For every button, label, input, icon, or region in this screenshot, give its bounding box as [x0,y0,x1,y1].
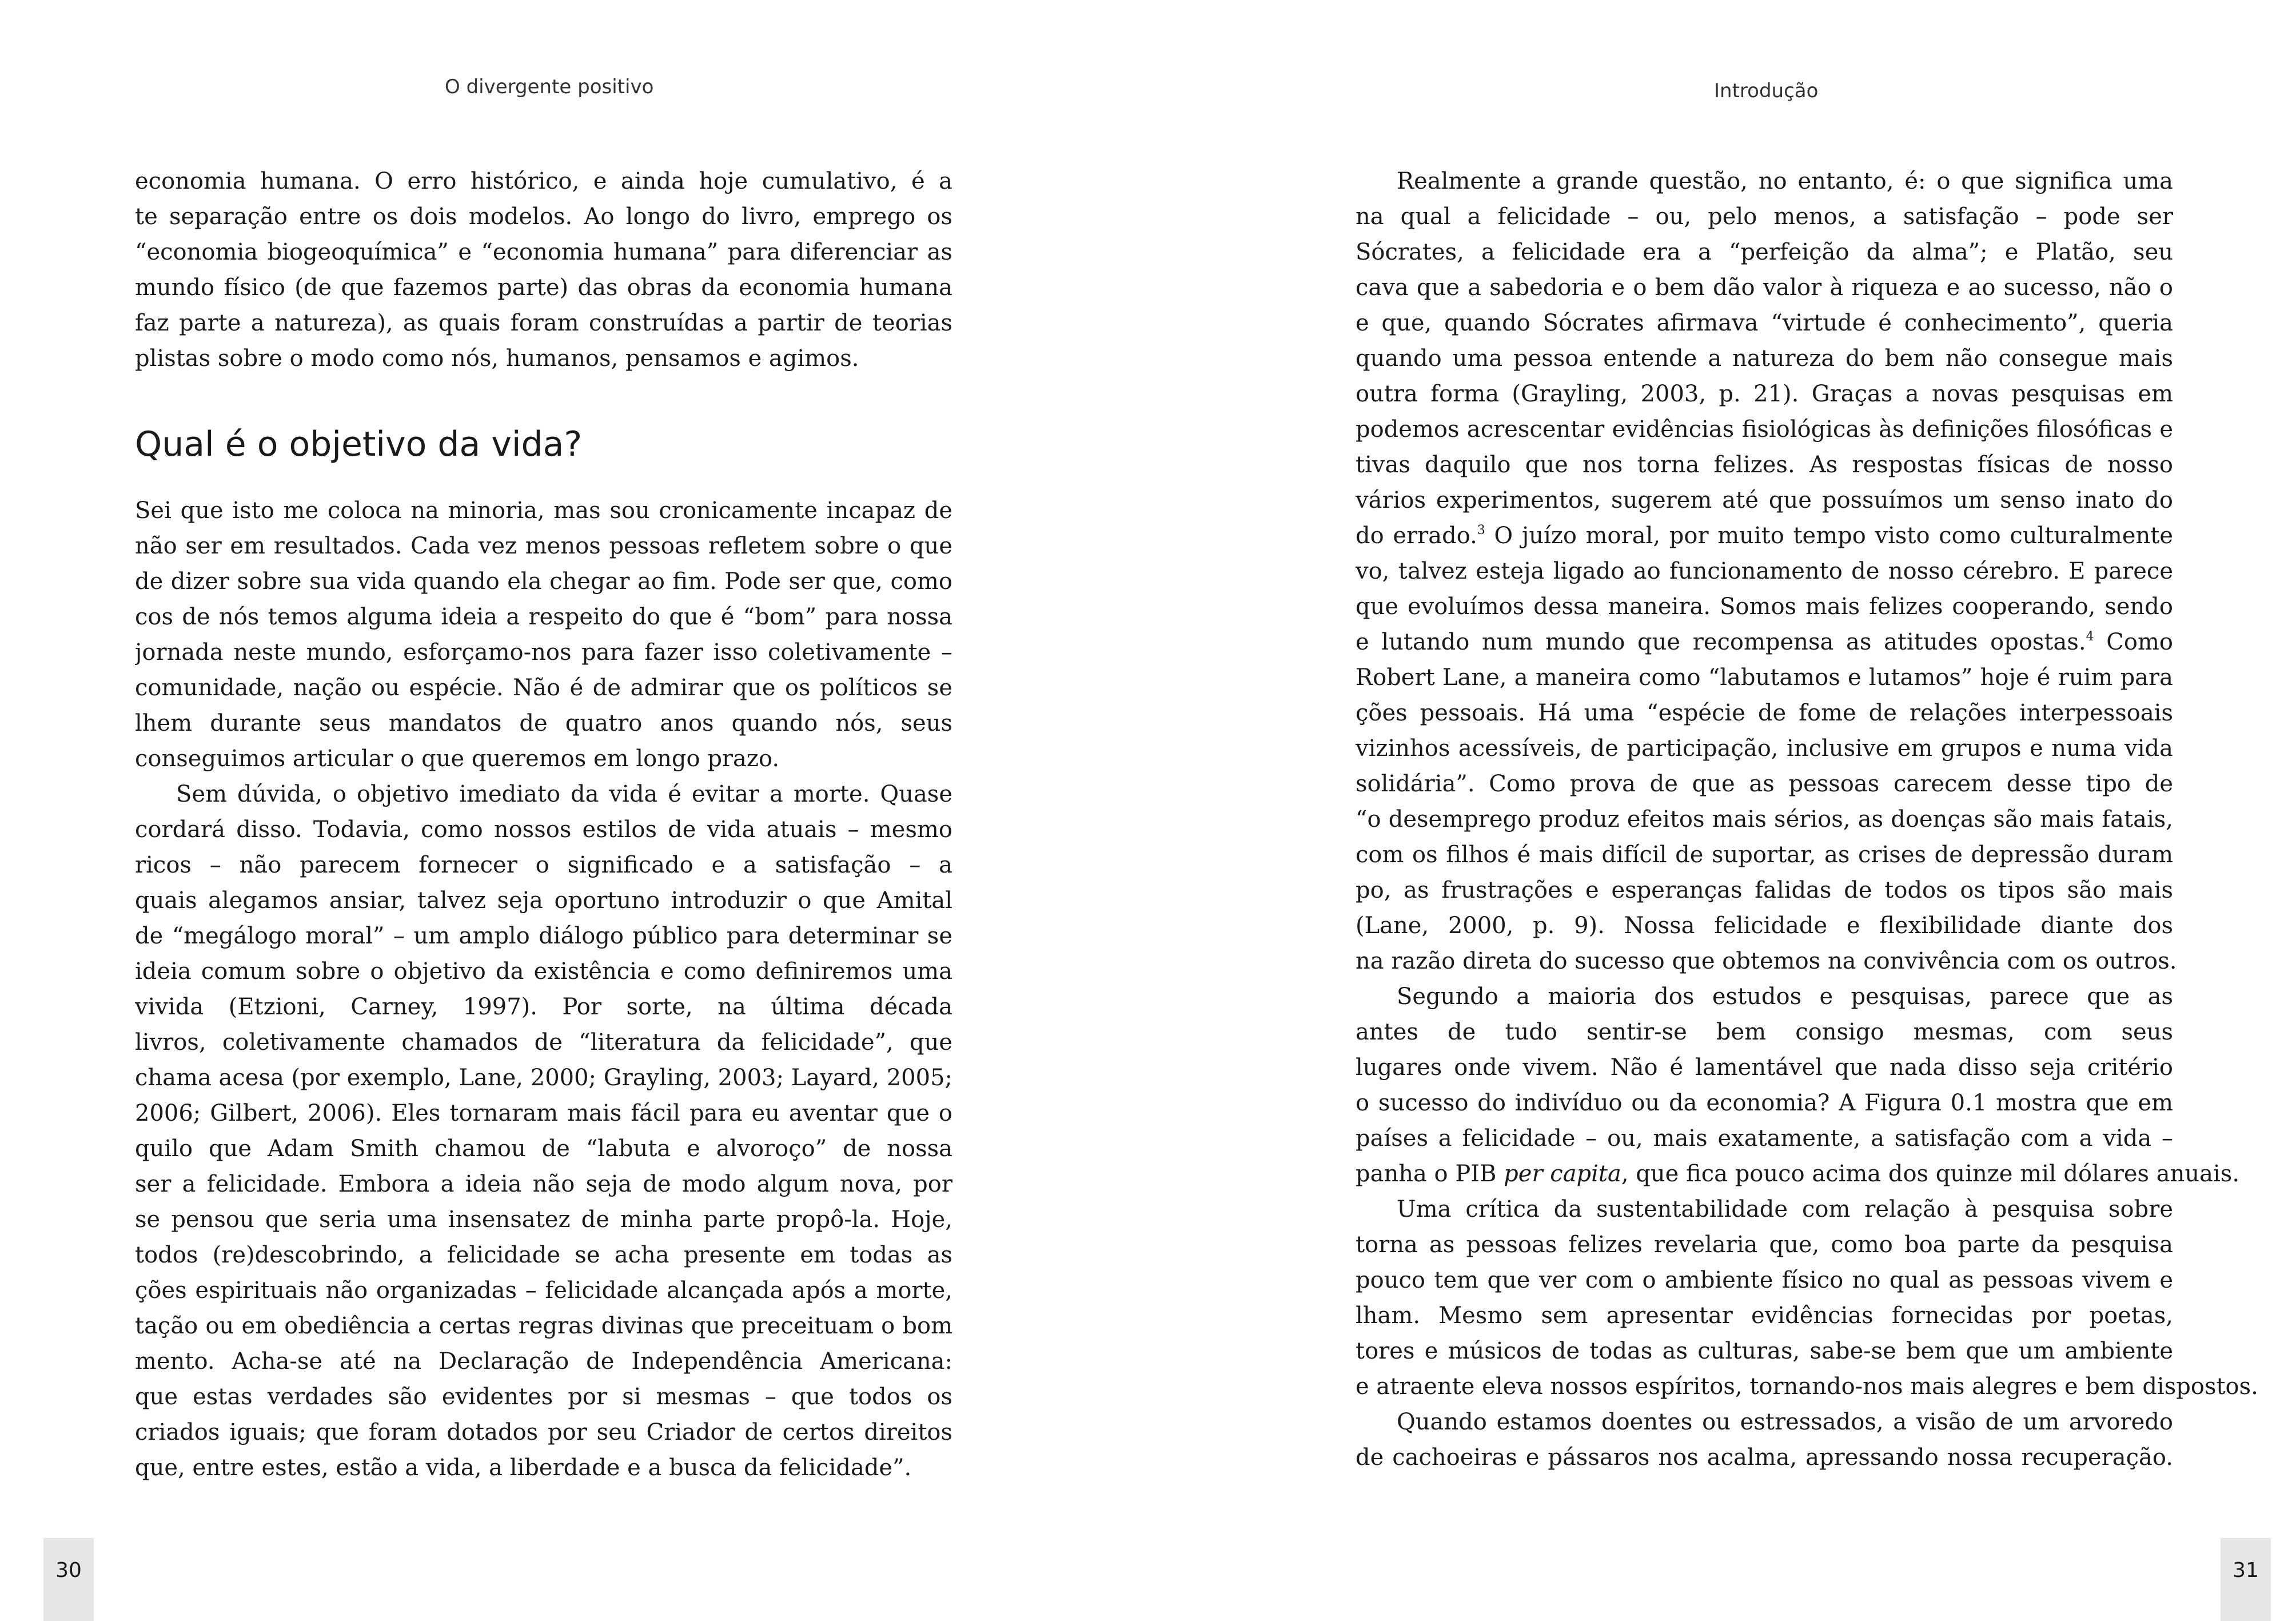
text-line: Sócrates, a felicidade era a “perfeição da alma”; e Platão, seu [1356,239,2173,265]
text-line: tivas daquilo que nos torna felizes. As respostas físicas de nosso [1356,452,2173,478]
text-line: de cachoeiras e pássaros nos acalma, apressando nossa recuperação. [1356,1444,2173,1471]
text-line: de “megálogo moral” – um amplo diálogo público para determinar se [135,923,952,949]
text-line: livros, coletivamente chamados de “literatura da felicidade”, que [135,1029,952,1056]
text-line: mento. Acha-se até na Declaração de Independência Americana: [135,1348,952,1375]
text-line: Sem dúvida, o objetivo imediato da vida é evitar a morte. Quase [176,781,952,807]
right-main-paragraphs [1356,164,2258,1475]
text-line: se pensou que seria uma insensatez de minha parte propô-la. Hoje, [135,1206,952,1233]
text-line: Quando estamos doentes ou estressados, a visão de um arvoredo [1397,1409,2173,1435]
text-line: solidária”. Como prova de que as pessoas carecem desse tipo de [1356,771,2173,797]
text-line: economia humana. O erro histórico, e ainda hoje cumulativo, é a [135,168,952,194]
text-fragment: do errado. [1356,523,1477,549]
text-line: lham. Mesmo sem apresentar evidências fornecidas por poetas, [1356,1303,2173,1329]
footnote-marker: 4 [2086,630,2094,644]
text-line: que estas verdades são evidentes por si mesmas – que todos os [135,1384,952,1410]
text-line: com os filhos é mais difícil de suportar, as crises de depressão duram [1356,842,2173,868]
text-line: ções pessoais. Há uma “espécie de fome de relações interpessoais [1356,700,2173,726]
text-fragment: , que fica pouco acima dos quinze mil dólares anuais. [1621,1161,2240,1187]
text-fragment: e lutando num mundo que recompensa as atitudes opostas. [1356,629,2086,655]
text-line-with-footnote [1356,624,2173,660]
text-line: chama acesa (por exemplo, Lane, 2000; Grayling, 2003; Layard, 2005; [135,1065,952,1091]
text-line: Realmente a grande questão, no entanto, é: o que significa uma [1397,168,2173,194]
left-intro-paragraph [135,164,952,376]
text-line: na razão direta do sucesso que obtemos na convivência com os outros. [1356,948,2177,974]
text-fragment: O juízo moral, por muito tempo visto como culturalmente [1494,523,2173,549]
footnote-marker: 3 [1477,523,1485,537]
running-head-left: O divergente positivo [445,75,654,98]
text-line: que evoluímos dessa maneira. Somos mais felizes cooperando, sendo [1356,594,2173,620]
text-line: e que, quando Sócrates afirmava “virtude é conhecimento”, queria [1356,310,2173,336]
text-line: o sucesso do indivíduo ou da economia? A Figura 0.1 mostra que em [1356,1090,2173,1116]
text-line: ções espirituais não organizadas – felicidade alcançada após a morte, [135,1277,952,1304]
text-line: na qual a felicidade – ou, pelo menos, a satisfação – pode ser [1356,204,2173,230]
italic-term: per capita [1504,1161,1621,1187]
text-line: lugares onde vivem. Não é lamentável que nada disso seja critério [1356,1054,2173,1081]
right-page [1148,0,2296,1621]
text-line: tação ou em obediência a certas regras divinas que preceituam o bom [135,1313,952,1339]
section-heading: Qual é o objetivo da vida? [135,424,583,464]
text-line: tores e músicos de todas as culturas, sabe-se bem que um ambiente [1356,1338,2173,1364]
text-line: cava que a sabedoria e o bem dão valor à riqueza e ao sucesso, não o [1356,274,2173,301]
page-number-left: 30 [43,1538,94,1621]
text-line: cordará disso. Todavia, como nossos estilos de vida atuais – mesmo [135,817,952,843]
text-line: “o desemprego produz efeitos mais sérios, as doenças são mais fatais, [1356,806,2173,833]
text-line: todos (re)descobrindo, a felicidade se acha presente em todas as [135,1242,952,1268]
text-line: (Lane, 2000, p. 9). Nossa felicidade e flexibilidade diante dos [1356,913,2173,939]
text-line: torna as pessoas felizes revelaria que, como boa parte da pesquisa [1356,1232,2173,1258]
text-line: lhem durante seus mandatos de quatro anos quando nós, seus [135,710,952,736]
text-line: pouco tem que ver com o ambiente físico no qual as pessoas vivem e [1356,1267,2173,1293]
page-number-right: 31 [2221,1538,2271,1621]
text-line: plistas sobre o modo como nós, humanos, pensamos e agimos. [135,345,859,372]
text-line: comunidade, nação ou espécie. Não é de admirar que os políticos se [135,675,952,701]
text-line: outra forma (Grayling, 2003, p. 21). Graças a novas pesquisas em [1356,381,2173,407]
text-line: conseguimos articular o que queremos em longo prazo. [135,746,780,772]
text-line: criados iguais; que foram dotados por seu Criador de certos direitos [135,1419,952,1445]
left-main-paragraphs [135,493,952,1485]
text-line: e atraente eleva nossos espíritos, tornando-nos mais alegres e bem dispostos. [1356,1373,2258,1400]
text-line: Uma crítica da sustentabilidade com relação à pesquisa sobre [1397,1196,2173,1222]
text-line: ser a felicidade. Embora a ideia não seja de modo algum nova, por [135,1171,952,1197]
text-line: vo, talvez esteja ligado ao funcionamento de nosso cérebro. E parece [1356,558,2173,584]
text-line: ricos – não parecem fornecer o significado e a satisfação – a [135,852,952,878]
text-line: mundo físico (de que fazemos parte) das obras da economia humana [135,274,952,301]
text-line: de dizer sobre sua vida quando ela chegar ao fim. Pode ser que, como [135,568,952,595]
text-fragment: panha o PIB [1356,1161,1504,1187]
text-line: Robert Lane, a maneira como “labutamos e lutamos” hoje é ruim para [1356,664,2173,691]
text-line: quando uma pessoa entende a natureza do bem não consegue mais [1356,345,2173,372]
text-line: antes de tudo sentir-se bem consigo mesmas, com seus [1356,1019,2173,1045]
text-fragment: Como [2106,629,2173,655]
text-line: Sei que isto me coloca na minoria, mas sou cronicamente incapaz de [135,497,952,524]
text-line: ideia comum sobre o objetivo da existência e como definiremos uma [135,958,952,985]
text-line: quilo que Adam Smith chamou de “labuta e alvoroço” de nossa [135,1136,952,1162]
text-line: jornada neste mundo, esforçamo-nos para fazer isso coletivamente – [135,639,952,666]
text-line: 2006; Gilbert, 2006). Eles tornaram mais fácil para eu aventar que o [135,1100,952,1126]
text-line: faz parte a natureza), as quais foram construídas a partir de teorias [135,310,952,336]
text-line: “economia biogeoquímica” e “economia humana” para diferenciar as [135,239,952,265]
text-line: cos de nós temos alguma ideia a respeito do que é “bom” para nossa [135,604,952,630]
running-head-right: Introdução [1714,79,1819,102]
text-line-with-italic [1356,1156,2240,1192]
text-line: que, entre estes, estão a vida, a liberdade e a busca da felicidade”. [135,1455,912,1481]
text-line-with-footnote [1356,518,2173,553]
text-line: Segundo a maioria dos estudos e pesquisas, parece que as [1397,983,2173,1010]
text-line: vários experimentos, sugerem até que possuímos um senso inato do [1356,487,2173,513]
text-line: vizinhos acessíveis, de participação, inclusive em grupos e numa vida [1356,735,2173,762]
text-line: quais alegamos ansiar, talvez seja oportuno introduzir o que Amital [135,887,952,914]
text-line: po, as frustrações e esperanças falidas de todos os tipos são mais [1356,877,2173,903]
text-line: podemos acrescentar evidências fisiológicas às definições filosóficas e [1356,416,2173,443]
text-line: vivida (Etzioni, Carney, 1997). Por sorte, na última década [135,994,952,1020]
text-line: não ser em resultados. Cada vez menos pessoas refletem sobre o que [135,533,952,559]
text-line: te separação entre os dois modelos. Ao longo do livro, emprego os [135,204,952,230]
text-line: países a felicidade – ou, mais exatamente, a satisfação com a vida – [1356,1125,2173,1152]
